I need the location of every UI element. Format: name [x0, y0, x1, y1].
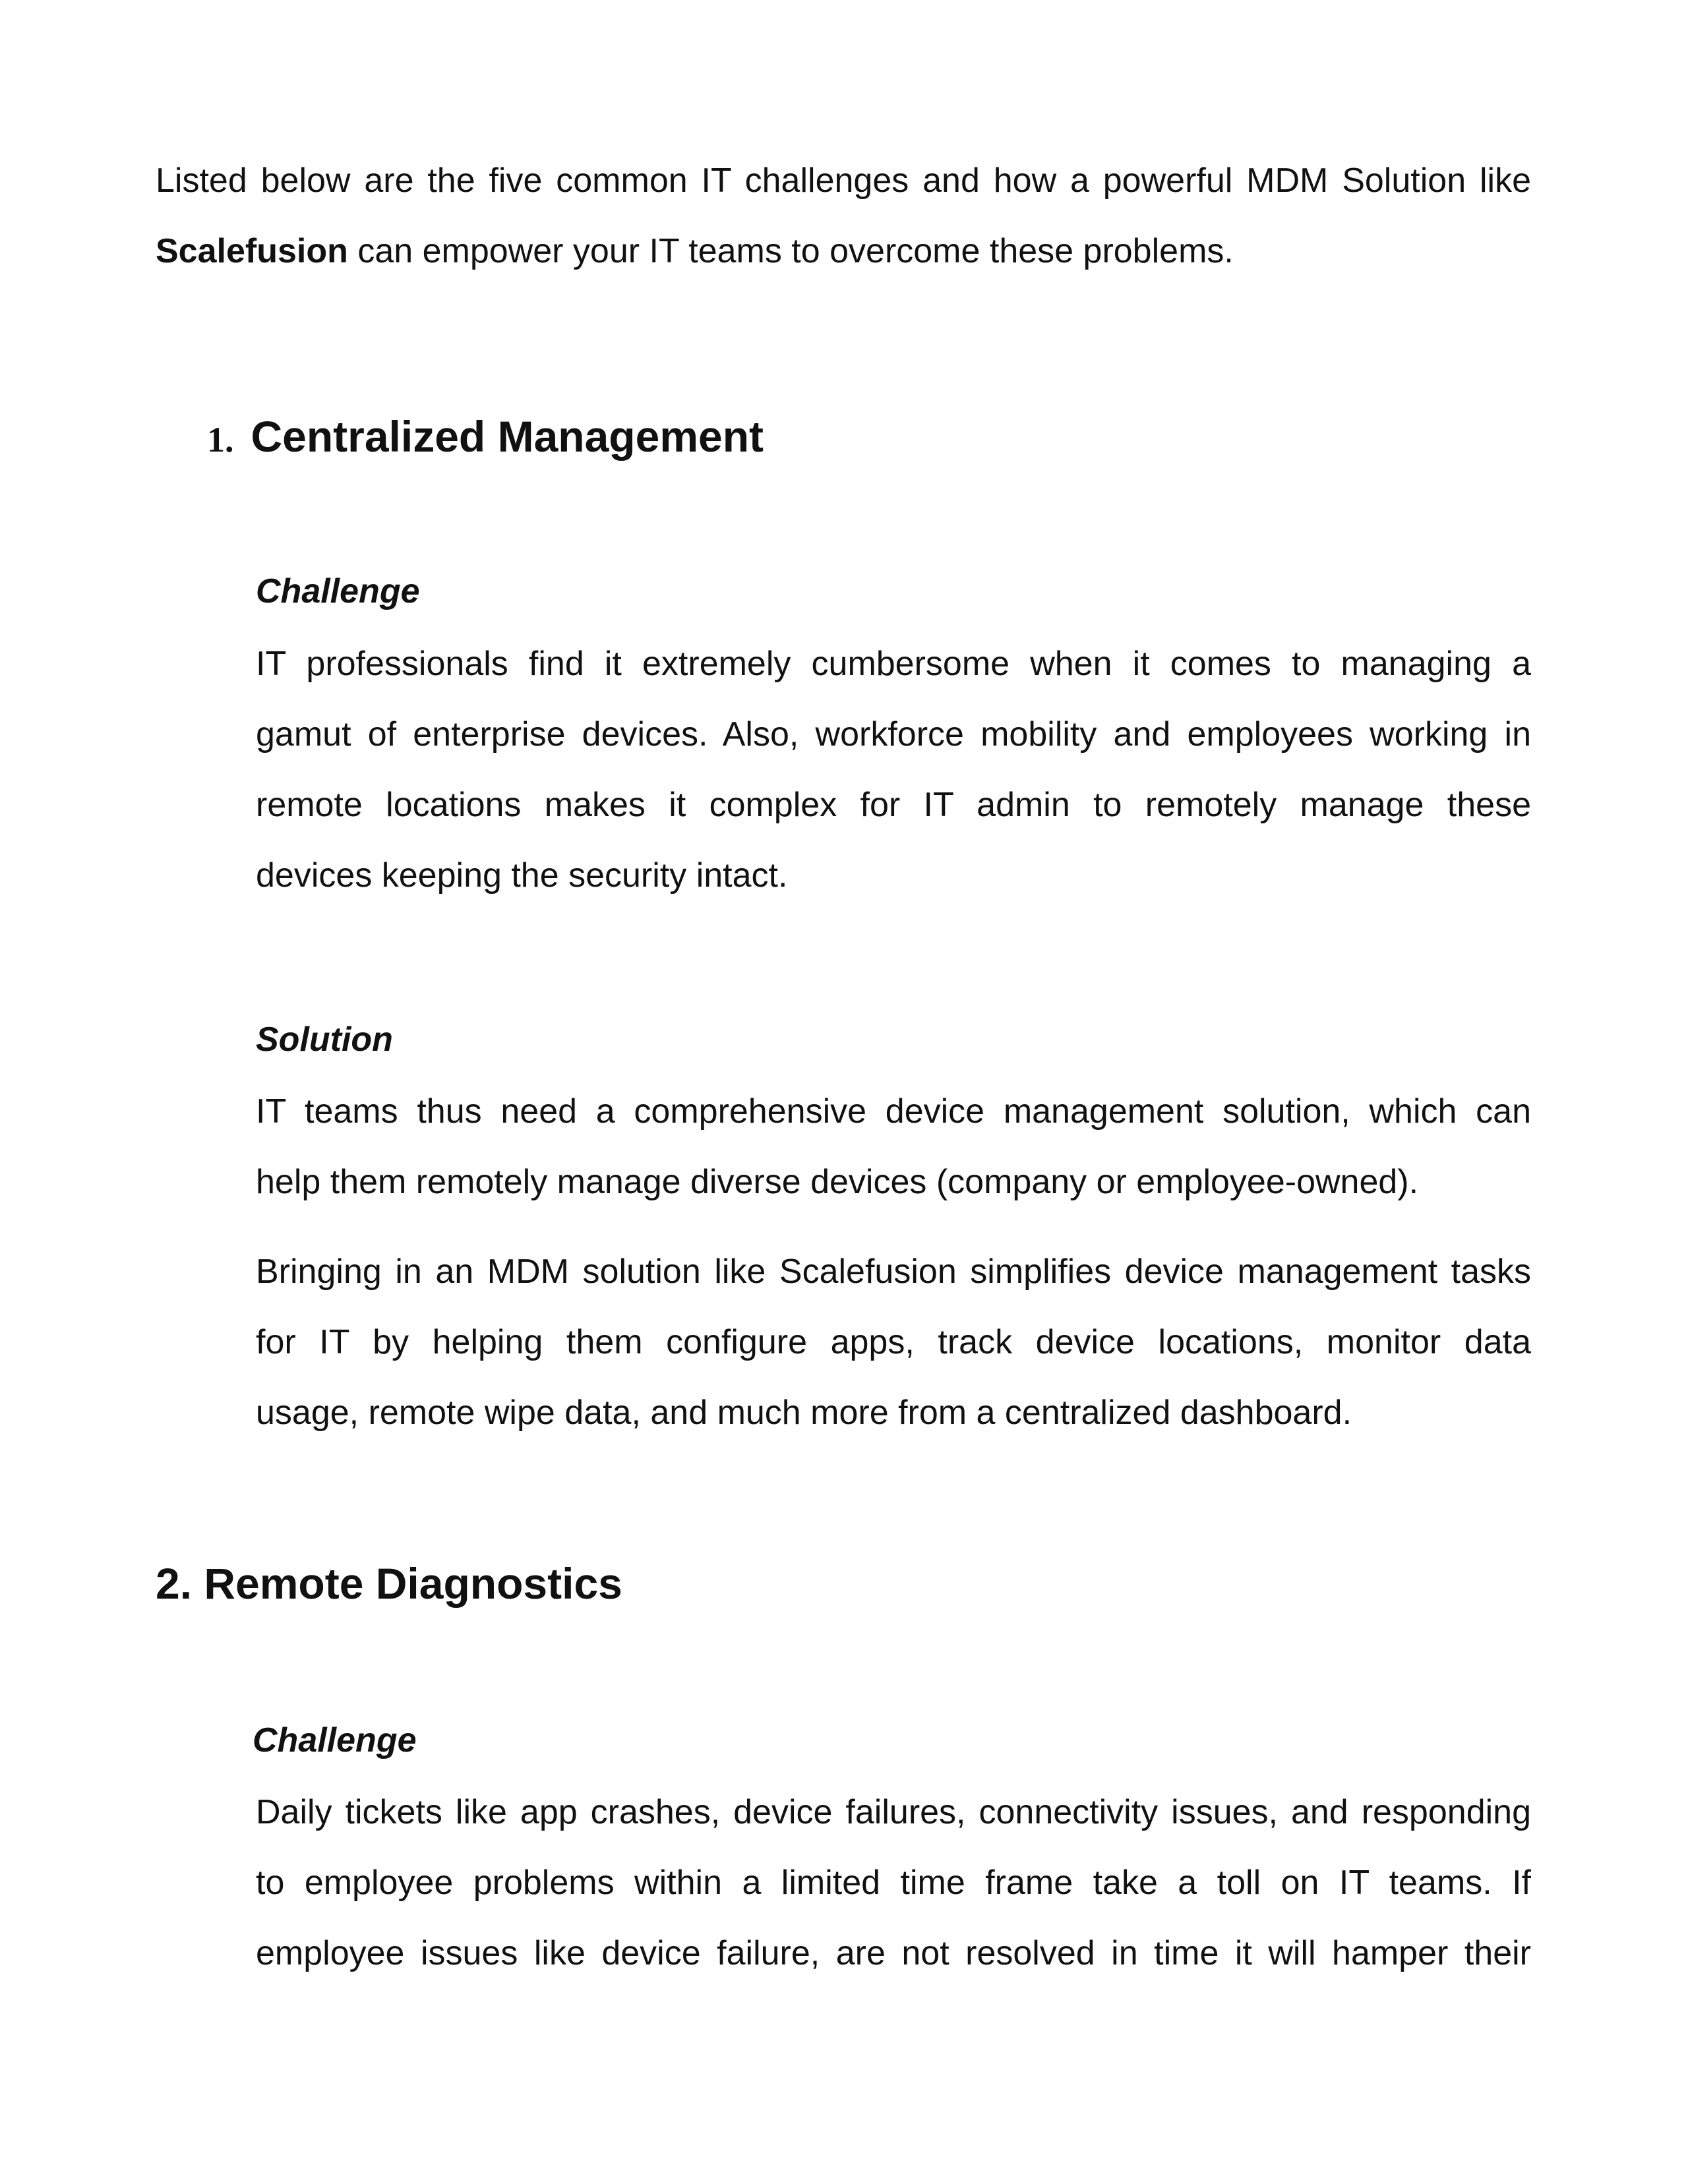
section-1-challenge-line-4: devices keeping the security intact. [256, 856, 788, 895]
section-2-challenge-line-2: to employee problems within a limited time frame take a toll on IT teams. If [256, 1864, 1531, 1902]
section-1-challenge-line-1: IT professionals find it extremely cumbersome when it comes to managing a [256, 645, 1531, 683]
section-1-solution-label: Solution [256, 1020, 393, 1059]
intro-line-2-text: can empower your IT teams to overcome these problems. [347, 232, 1234, 270]
section-1-challenge-line-3: remote locations makes it complex for IT admin to remotely manage these [256, 786, 1531, 824]
section-2-challenge-label: Challenge [253, 1721, 417, 1759]
section-1-solution-line-5: usage, remote wipe data, and much more from a centralized dashboard. [256, 1394, 1352, 1432]
section-2-heading: 2. Remote Diagnostics [156, 1559, 622, 1608]
section-1-heading [207, 410, 764, 466]
section-1-solution-line-1: IT teams thus need a comprehensive device management solution, which can [256, 1092, 1531, 1131]
section-1-title: Centralized Management [251, 412, 764, 461]
intro-line-2 [156, 231, 1531, 272]
section-2-challenge-line-3: employee issues like device failure, are not resolved in time it will hamper their [256, 1934, 1531, 1972]
section-1-solution-line-3: Bringing in an MDM solution like Scalefusion simplifies device management tasks [256, 1253, 1531, 1291]
section-1-challenge-label: Challenge [256, 572, 420, 610]
section-2-challenge-line-1: Daily tickets like app crashes, device failures, connectivity issues, and responding [256, 1793, 1531, 1831]
intro-line-1: Listed below are the five common IT challenges and how a powerful MDM Solution like [156, 162, 1531, 200]
section-1-solution-line-2: help them remotely manage diverse devices (company or employee-owned). [256, 1163, 1419, 1201]
brand-name: Scalefusion [156, 232, 348, 270]
section-1-solution-line-4: for IT by helping them configure apps, track device locations, monitor data [256, 1323, 1531, 1361]
section-1-number: 1. [207, 420, 234, 459]
section-1-challenge-line-2: gamut of enterprise devices. Also, workforce mobility and employees working in [256, 715, 1531, 753]
